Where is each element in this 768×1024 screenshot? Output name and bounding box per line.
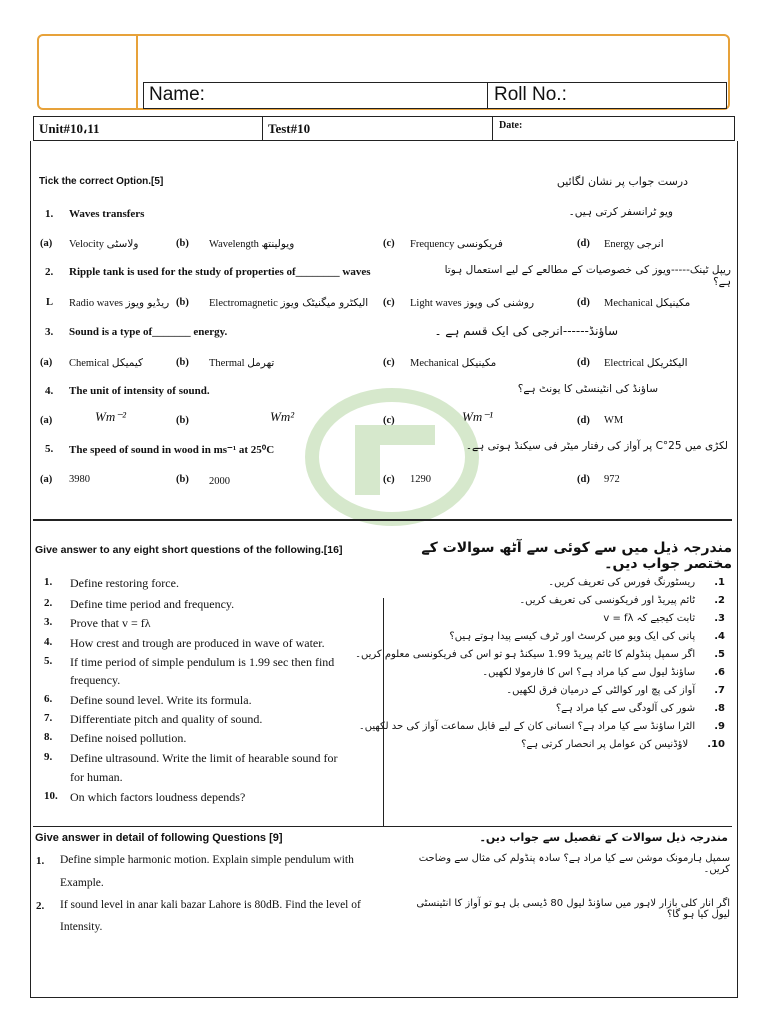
lq-1-num: 1.	[36, 855, 45, 867]
q2-opt-a-text: Radio waves	[69, 298, 123, 309]
q1-urdu: ویو ٹرانسفر کرتی ہیں۔	[568, 206, 673, 218]
q4-urdu: ساؤنڈ کی انٹینسٹی کا یونٹ ہے؟	[517, 383, 658, 395]
sq-en-4-text: How crest and trough are produced in wave of water.	[70, 636, 325, 650]
q1-opt-a-urdu: ولاسٹی	[106, 238, 139, 250]
q2-opt-c[interactable]	[410, 297, 534, 309]
q2-opt-d[interactable]	[604, 297, 690, 309]
sq-ur-9-text: الٹرا ساؤنڈ سے کیا مراد ہے؟ انسانی کان کے لیے قابل سماعت آواز کی حد لکھیں۔	[358, 721, 696, 732]
sq-ur-4-num: 4.	[714, 631, 725, 642]
q5-opt-a[interactable]	[69, 474, 90, 485]
q1-opt-c-letter: (c)	[383, 238, 395, 249]
q1-number: 1.	[45, 208, 54, 220]
q2-opt-a-letter: L	[46, 297, 54, 308]
sq-en-9b-text: for human.	[70, 770, 123, 784]
q2-opt-b-text: Electromagnetic	[209, 298, 278, 309]
short-heading: Give answer to any eight short questions of the following.[16]	[35, 544, 343, 556]
sq-en-6-text: Define sound level. Write its formula.	[70, 693, 252, 707]
sq-ur-8-text: شور کی آلودگی سے کیا مراد ہے؟	[555, 703, 696, 714]
q1-opt-d-text: Energy	[604, 239, 635, 250]
q2-opt-d-letter: (d)	[577, 297, 590, 308]
q1-opt-c-text: Frequency	[410, 239, 455, 250]
sq-en-5b-text: frequency.	[70, 673, 121, 687]
sq-ur-9	[359, 721, 725, 732]
sq-ur-2-text: ٹائم پیریڈ اور فریکونسی کی تعریف کریں۔	[519, 595, 696, 606]
q3-text: Sound is a type of_______ energy.	[69, 326, 228, 338]
q1-opt-d-urdu: انرجی	[636, 238, 664, 250]
lq-2-text: If sound level in anar kali bazar Lahore is 80dB. Find the level of	[60, 899, 361, 911]
sq-ur-2-num: 2.	[714, 595, 725, 606]
lq-2-num: 2.	[36, 900, 45, 912]
q2-opt-a-urdu: ریڈیو ویوز	[125, 297, 170, 309]
sq-ur-10-text: لاؤڈنیس کن عوامل پر انحصار کرتی ہے؟	[521, 739, 689, 750]
sq-ur-4	[449, 631, 725, 642]
logo-cell	[37, 34, 138, 110]
q5-opt-a-letter: (a)	[40, 474, 53, 485]
q2-number: 2.	[45, 266, 54, 278]
q3-opt-d-text: Electrical	[604, 358, 645, 369]
mcq-heading: Tick the correct Option.[5]	[39, 176, 164, 187]
sq-en-7-text: Differentiate pitch and quality of sound.	[70, 712, 263, 726]
sq-ur-3	[603, 613, 725, 624]
q5-urdu: لکڑی میں C°25 پر آواز کی رفتار میٹر فی سیکنڈ ہوتی ہے۔	[465, 440, 728, 452]
sq-en-2-num: 2.	[44, 597, 53, 609]
q3-opt-c-letter: (c)	[383, 357, 395, 368]
sq-ur-3-text: ثابت کیجیے کہ v = fλ	[603, 613, 696, 624]
q4-opt-a-letter: (a)	[40, 415, 53, 426]
sq-ur-10	[521, 739, 725, 750]
sq-en-1-text: Define restoring force.	[70, 576, 179, 590]
sq-en-9-text: Define ultrasound. Write the limit of hearable sound for	[70, 751, 338, 765]
q4-text: The unit of intensity of sound.	[69, 385, 210, 397]
q1-opt-b-text: Wavelength	[209, 239, 259, 250]
q5-opt-c-letter: (c)	[383, 474, 395, 485]
sq-ur-6-num: 6.	[714, 667, 725, 678]
q5-text: The speed of sound in wood in ms⁻¹ at 25⁰C	[69, 444, 275, 456]
sq-ur-7-text: آواز کی پچ اور کوالٹی کے درمیان فرق لکھیں۔	[506, 685, 696, 696]
short-column-divider	[383, 598, 384, 826]
sq-ur-7-num: 7.	[714, 685, 725, 696]
q3-number: 3.	[45, 326, 54, 338]
long-heading-urdu: مندرجہ ذیل سوالات کے تفصیل سے جواب دیں۔	[479, 831, 728, 844]
info-divider	[492, 117, 493, 140]
q2-opt-d-text: Mechanical	[604, 298, 653, 309]
q2-opt-c-urdu: روشنی کی ویوز	[464, 297, 535, 309]
q3-opt-d-letter: (d)	[577, 357, 590, 368]
unit-label: Unit#10،11	[39, 121, 100, 136]
mcq-heading-urdu: درست جواب پر نشان لگائیں	[556, 175, 688, 188]
sq-ur-2	[519, 595, 725, 606]
q2-opt-b-urdu: الیکٹرو میگنیٹک ویوز	[280, 297, 369, 309]
q3-opt-b-text: Thermal	[209, 358, 245, 369]
sq-ur-1	[548, 577, 725, 588]
q2-opt-d-urdu: مکینیکل	[655, 297, 691, 309]
roll-label: Roll No.:	[494, 84, 567, 105]
lq-1-urdu: سمپل ہارمونک موشن سے کیا مراد ہے؟ سادہ پنڈولم کی مثال سے وضاحت کریں۔	[418, 853, 730, 875]
q3-opt-d-urdu: الیکٹریکل	[646, 357, 688, 369]
sq-en-3-num: 3.	[44, 616, 53, 628]
sq-ur-4-text: پانی کی ایک ویو میں کرسٹ اور ٹرف کیسے پیدا ہوتے ہیں؟	[449, 631, 696, 642]
q4-opt-c-letter: (c)	[383, 415, 395, 426]
q3-opt-b[interactable]	[209, 357, 274, 369]
q2-urdu: ریپل ٹینک-----ویوز کی خصوصیات کے مطالعے کے لیے استعمال ہوتا ہے؟	[444, 264, 731, 288]
sq-ur-10-num: 10.	[707, 739, 725, 750]
q3-opt-b-urdu: تھرمل	[247, 357, 275, 369]
sq-ur-3-num: 3.	[714, 613, 725, 624]
lq-1-text: Define simple harmonic motion. Explain simple pendulum with	[60, 854, 354, 866]
sq-ur-6-text: ساؤنڈ لیول سے کیا مراد ہے؟ اس کا فارمولا لکھیں۔	[482, 667, 696, 678]
q5-opt-d-letter: (d)	[577, 474, 590, 485]
short-heading-urdu: مندرجہ ذیل میں سے کوئی سے آٹھ سوالات کے مختصر جواب دیں۔	[421, 540, 732, 572]
q5-opt-b-letter: (b)	[176, 474, 189, 485]
info-row	[33, 116, 735, 141]
sq-ur-9-num: 9.	[714, 721, 725, 732]
sq-en-8-text: Define noised pollution.	[70, 731, 187, 745]
sq-ur-5-num: 5.	[714, 649, 725, 660]
q4-number: 4.	[45, 385, 54, 397]
sq-en-5-text: If time period of simple pendulum is 1.99 sec then find	[70, 655, 335, 669]
q1-opt-c[interactable]	[410, 238, 503, 250]
q3-opt-a-text: Chemical	[69, 358, 110, 369]
sq-en-5-num: 5.	[44, 655, 53, 667]
date-label: Date:	[499, 120, 523, 131]
q1-opt-b[interactable]	[209, 238, 294, 250]
name-roll-row	[143, 82, 727, 109]
q1-opt-a[interactable]	[69, 238, 138, 250]
q3-opt-a[interactable]	[69, 357, 143, 369]
q2-opt-c-letter: (c)	[383, 297, 395, 308]
q2-opt-b-letter: (b)	[176, 297, 189, 308]
sq-en-10-num: 10.	[44, 790, 58, 802]
q1-opt-d-letter: (d)	[577, 238, 590, 249]
sq-ur-5-text: اگر سمپل پنڈولم کا ٹائم پیریڈ 1.99 سیکنڈ ہو تو اس کی فریکونسی معلوم کریں۔	[355, 649, 696, 660]
q1-opt-b-letter: (b)	[176, 238, 189, 249]
q4-opt-b-text: Wm²	[270, 409, 295, 424]
sq-en-6-num: 6.	[44, 693, 53, 705]
q2-opt-c-text: Light waves	[410, 298, 462, 309]
q1-opt-a-letter: (a)	[40, 238, 53, 249]
q1-opt-c-urdu: فریکونسی	[456, 238, 503, 250]
q4-opt-a-text: Wm⁻²	[95, 409, 126, 424]
sq-en-9-num: 9.	[44, 751, 53, 763]
q2-opt-b[interactable]	[209, 297, 368, 309]
q1-opt-a-text: Velocity	[69, 239, 104, 250]
sq-en-1-num: 1.	[44, 576, 53, 588]
section-divider	[33, 826, 732, 827]
q5-opt-a-text: 3980	[69, 474, 90, 485]
name-roll-divider	[487, 83, 488, 108]
sq-ur-7	[506, 685, 725, 696]
q4-opt-d-letter: (d)	[577, 415, 590, 426]
q3-opt-d[interactable]	[604, 357, 688, 369]
q3-urdu: ساؤنڈ------انرجی کی ایک قسم ہے ۔	[434, 324, 618, 338]
q5-opt-d-text: 972	[604, 474, 620, 485]
q3-opt-a-urdu: کیمیکل	[111, 357, 144, 369]
q5-opt-b-text: 2000	[209, 476, 230, 487]
q5-number: 5.	[45, 443, 54, 455]
sq-en-4-num: 4.	[44, 636, 53, 648]
sq-ur-1-text: ریسٹورنگ فورس کی تعریف کریں۔	[548, 577, 696, 588]
sq-en-3-text: Prove that v = fλ	[70, 616, 151, 630]
q5-opt-d[interactable]	[604, 474, 620, 485]
sq-ur-5	[355, 649, 725, 660]
sq-ur-6	[482, 667, 725, 678]
q5-opt-c-text: 1290	[410, 474, 431, 485]
sq-ur-1-num: 1.	[714, 577, 725, 588]
q1-text: Waves transfers	[69, 208, 145, 220]
lq-2-text-cont: Intensity.	[60, 921, 103, 933]
watermark-logo	[285, 385, 500, 535]
q3-opt-a-letter: (a)	[40, 357, 53, 368]
q3-opt-b-letter: (b)	[176, 357, 189, 368]
q3-opt-c-text: Mechanical	[410, 358, 459, 369]
section-divider	[33, 519, 732, 521]
q4-opt-c[interactable]	[462, 409, 493, 425]
q3-opt-c-urdu: مکینیکل	[461, 357, 497, 369]
q5-opt-b[interactable]	[209, 476, 230, 487]
q5-opt-c[interactable]	[410, 474, 431, 485]
q4-opt-c-text: Wm⁻¹	[462, 409, 493, 424]
sq-ur-8	[556, 703, 725, 714]
q4-opt-d[interactable]	[604, 415, 623, 426]
q4-opt-b-letter: (b)	[176, 415, 189, 426]
sq-en-10-text: On which factors loudness depends?	[70, 790, 246, 804]
lq-2-urdu: اگر انار کلی بازار لاہور میں ساؤنڈ لیول 80 ڈیسی بل ہو تو آواز کا انٹینسٹی لیول کیا ہو گا؟	[416, 898, 730, 920]
sq-en-2-text: Define time period and frequency.	[70, 597, 235, 611]
q2-opt-a[interactable]	[69, 297, 169, 309]
sq-ur-8-num: 8.	[714, 703, 725, 714]
sq-en-8-num: 8.	[44, 731, 53, 743]
info-divider	[262, 117, 263, 140]
q3-opt-c[interactable]	[410, 357, 496, 369]
test-label: Test#10	[268, 121, 311, 136]
q1-opt-d[interactable]	[604, 238, 664, 250]
lq-1-text-cont: Example.	[60, 877, 104, 889]
q4-opt-a[interactable]	[95, 409, 126, 425]
q4-opt-b[interactable]	[270, 409, 294, 425]
name-label: Name:	[149, 84, 205, 105]
sq-en-7-num: 7.	[44, 712, 53, 724]
q4-opt-d-text: WM	[604, 415, 624, 426]
q1-opt-b-urdu: ویولینتھ	[261, 238, 295, 250]
long-heading: Give answer in detail of following Questions [9]	[35, 832, 283, 844]
q2-text: Ripple tank is used for the study of properties of________ waves	[69, 266, 371, 278]
